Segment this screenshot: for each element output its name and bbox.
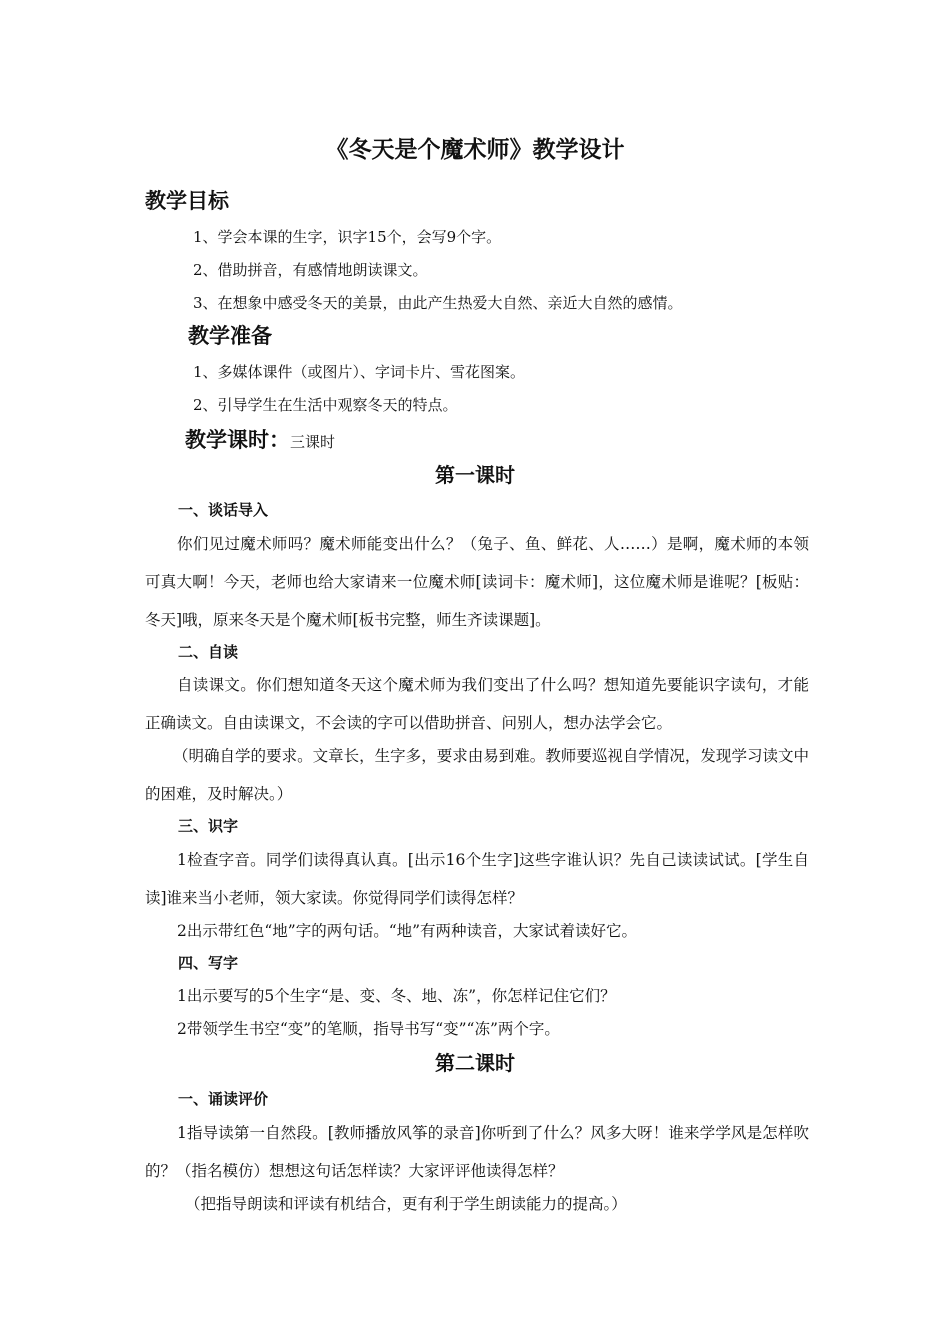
prep-heading: 教学准备: [188, 324, 272, 348]
goal-item: 1、学会本课的生字，识字15个，会写9个字。: [193, 228, 502, 246]
hours-value: 三课时: [290, 433, 336, 451]
hours-line: [185, 425, 335, 457]
lesson1-section1-text: 你们见过魔术师吗？魔术师能变出什么？（兔子、鱼、鲜花、人……）是啊，魔术师的本领可真大啊！今天，老师也给大家请来一位魔术师[读词卡：魔术师]，这位魔术师是谁呢？[板贴：冬天]哦，原来冬天是个魔术师[板书完整，师生齐读课题]。: [145, 535, 809, 629]
lesson2-section1-text: 1指导读第一自然段。[教师播放风筝的录音]你听到了什么？风多大呀！谁来学学风是怎样吹的？（指名模仿）想想这句话怎样读？大家评评他读得怎样？: [145, 1124, 809, 1180]
goals-heading: 教学目标: [145, 189, 229, 213]
lesson1-section3-heading: 三、识字: [178, 817, 239, 835]
lesson1-section3-text2: 2出示带红色“地”字的两句话。“地”有两种读音，大家试着读好它。: [177, 922, 638, 940]
lesson1-section1-heading: 一、谈话导入: [178, 501, 269, 519]
lesson1-section2-heading: 二、自读: [178, 643, 239, 661]
prep-item: 1、多媒体课件（或图片）、字词卡片、雪花图案。: [193, 363, 526, 381]
hours-label: 教学课时：: [185, 428, 290, 452]
prep-item: 2、引导学生在生活中观察冬天的特点。: [193, 396, 458, 414]
document-title: 《冬天是个魔术师》教学设计: [325, 137, 625, 163]
lesson1-section4-text1: 1出示要写的5个生字“是、变、冬、地、冻”，你怎样记住它们？: [177, 987, 616, 1005]
lesson1-section2-note: （明确自学的要求。文章长，生字多，要求由易到难。教师要巡视自学情况，发现学习读文中的困难，及时解决。）: [145, 747, 809, 803]
lesson1-section4-text2: 2带领学生书空“变”的笔顺，指导书写“变”“冻”两个字。: [177, 1020, 560, 1038]
goal-item: 3、在想象中感受冬天的美景，由此产生热爱大自然、亲近大自然的感情。: [193, 294, 683, 312]
lesson2-section1-heading: 一、诵读评价: [178, 1090, 269, 1108]
goal-item: 2、借助拼音，有感情地朗读课文。: [193, 261, 428, 279]
lesson1-section2-text: 自读课文。你们想知道冬天这个魔术师为我们变出了什么吗？想知道先要能识字读句，才能正确读文。自由读课文，不会读的字可以借助拼音、问别人，想办法学会它。: [145, 676, 809, 732]
lesson2-section1-note: （把指导朗读和评读有机结合，更有利于学生朗读能力的提高。）: [185, 1195, 627, 1213]
lesson1-section4-heading: 四、写字: [178, 954, 239, 972]
lesson2-heading: 第二课时: [435, 1051, 515, 1075]
lesson1-heading: 第一课时: [435, 463, 515, 487]
lesson1-section3-text1: 1检查字音。同学们读得真认真。[出示16个生字]这些字谁认识？先自己读读试试。[学生自读]谁来当小老师，领大家读。你觉得同学们读得怎样？: [145, 851, 809, 907]
